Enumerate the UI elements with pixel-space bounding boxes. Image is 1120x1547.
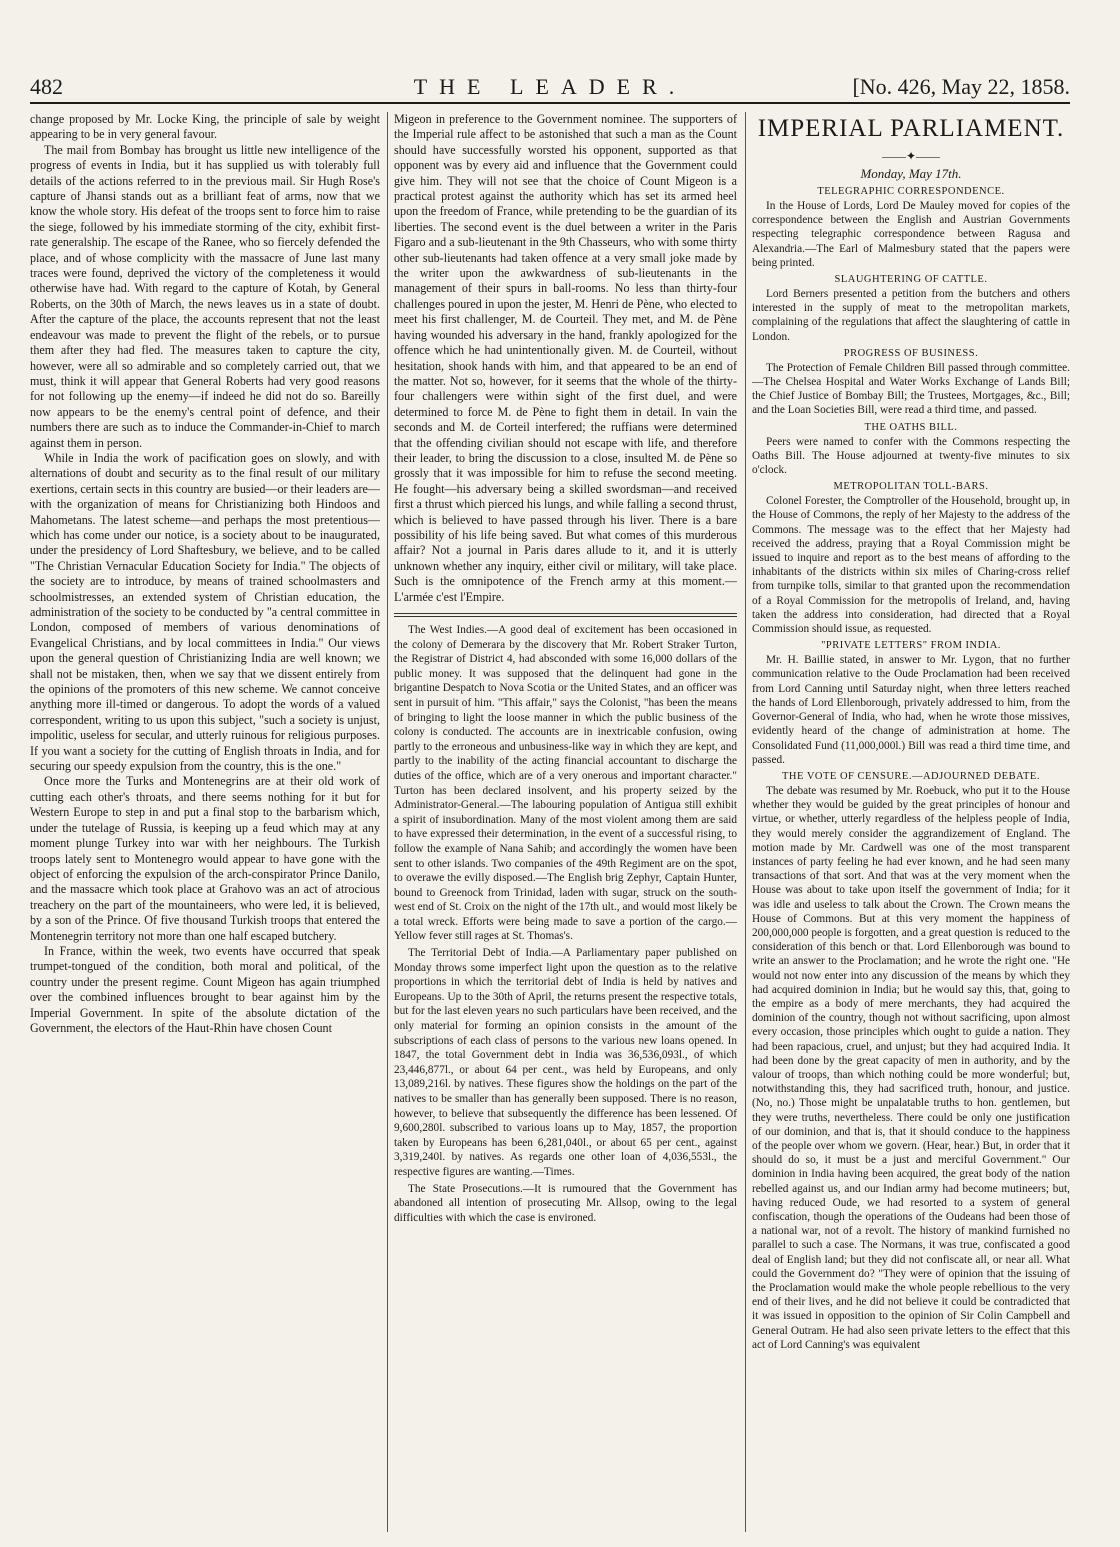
subsection-heading: THE VOTE OF CENSURE.—ADJOURNED DEBATE. — [782, 770, 1040, 782]
subsection-text: Lord Berners presented a petition from the butchers and others interested in the supply of meat to the metropolitan markets, complaining of the regulations that affect the slaughtering of cattle in London. — [752, 288, 1070, 343]
newspaper-title: THE LEADER. — [413, 74, 687, 99]
subsection-text: The debate was resumed by Mr. Roebuck, who put it to the House whether they would be guided by the great principles of honour and virtue, or whether, utterly regardless of the helpless people of India, they would merely consider the aggrandizement of England. The motion made by Mr. Cardwell was one of the most transparent instances of party feeling he had ever known, and he had seen many transactions of that sort. And that was at the very moment when the House was about to take upon itself the government of India; for it was idle and useless to talk about the Crown. The Crown means the House of Commons. But at this very moment the happiness of 200,000,000 people is forgotten, and a great question is reduced to the consideration of this bench or that. Lord Ellenborough was bound to write an answer to the Proclamation; and he wrote the right one. "He would not now enter into any discussion of the means by which they had acquired dominion in India; but he would say this, that, going to the empire as a body of mere merchants, they had acquired the dominion of the country, though not without sacrificing, upon almost every occasion, those principles which ought to guide a nation. They had been rapacious, cruel, and unjust; but they had acquired India. It had been done by the great capacity of men in authority, and by the valour of troops, than which nothing could be more wonderful; but, notwithstanding this, they had sacrificed truth, honour, and justice. (No, no.) Those might be unpalatable truths to hon. gentlemen, but they were truths, nevertheless. There could be only one justification of our dominion, and that is, that it should conduce to the happiness of the people over whom we govern. (Hear, hear.) But, in order that it should do so, it must be a just and merciful Government." Our dominion in India having been acquired, the great body of the nation rebelled against us, and our Indian army had become mutineers; but, having reduced Oude, we had resorted to a system of general confiscation, though the operations of the Oudeans had been those of a national war, not of a revolt. The history of mankind furnished no parallel to such a case. The Normans, it was true, confiscated a good deal of English land; but they did not confiscate all, or near all. What could the Government do? "They were of opinion that the issuing of the Proclamation would make the whole people rebellious to the very end of their lives, and he did not believe it could be contradicted that it was issued in opposition to the opinion of Sir Colin Campbell and General Outram. He had also seen private letters to the effect that this act of Lord Canning's was equivalent — [752, 784, 1070, 1351]
issue-date: [No. 426, May 22, 1858. — [852, 74, 1070, 99]
news-note: The West Indies.—A good deal of excitement has been occasioned in the colony of Demerara by the discovery that Mr. Robert Straker Turton, the Registrar of District 4, had absconded with some 16,000 dollars of the public money. It was supposed that the delinquent had gone in the brigantine Despatch to Nova Scotia or the United States, and an officer was sent in pursuit of him. "This affair," says the Colonist, "has been the means of bringing to light the loose manner in which the public business of the colony is conducted. The accounts are in inextricable confusion, owing partly to the erroneous and unbusiness-like way in which they are kept, and partly to the inability of the acting financial accountant to discharge the duties of the office, which are of a very onerous and important character." Turton has been declared insolvent, and his property seized by the Administrator-General.—The labouring population of Antigua still exhibit a spirit of insubordination. Many of the most violent among them are said to have expressed their determination, in the event of a successful rising, to follow the example of Nana Sahib; and accordingly the women have been sent to other islands. Two companies of the 49th Regiment are on the spot, to overawe the evilly disposed.—The English brig Zephyr, Captain Hunter, bound to Greenock from Trinidad, laden with sugar, struck on the south-west end of St. Croix on the night of the 17th ult., and would most likely be a total wreck. Efforts were being made to save a portion of the cargo.—Yellow fever still rages at St. Thomas's. — [394, 624, 737, 943]
subsection-heading: PROGRESS OF BUSINESS. — [843, 347, 979, 359]
column-2 — [394, 112, 737, 1532]
article-paragraph: change proposed by Mr. Locke King, the principle of sale by weight appearing to be in very general favour. — [30, 112, 380, 142]
subsection-text: In the House of Lords, Lord De Mauley moved for copies of the correspondence between the English and Austrian Governments respecting telegraphic correspondence between Ragusa and Alexandria.—The Earl of Malmesbury stated that the papers were being printed. — [752, 200, 1070, 269]
subsection-text: The Protection of Female Children Bill passed through committee.—The Chelsea Hospital and Water Works Exchange of Lands Bill; the Chief Justice of Bombay Bill; the Trustees, Mortgages, &c., Bill; and the Loan Societies Bill, were read a third time, and passed. — [752, 361, 1070, 417]
page-number: 482 — [30, 74, 63, 99]
subsection-heading: THE OATHS BILL. — [864, 421, 958, 433]
subsection-text: Mr. H. Baillie stated, in answer to Mr. Lygon, that no further communication relative to the Oude Proclamation had been received from Lord Canning until Saturday night, when three letters reached the hands of Lord Ellenborough, privately addressed to him, from the Governor-General of India, who had, when he wrote those missives, evidently heard of the change of administration at home. The Consolidated Fund (11,000,000l.) Bill was read a third time time, and passed. — [752, 654, 1070, 766]
subsection-heading: TELEGRAPHIC CORRESPONDENCE. — [817, 186, 1005, 197]
subsection-text: Peers were named to confer with the Commons respecting the Oaths Bill. The House adjourned at twenty-five minutes to six o'clock. — [752, 435, 1070, 477]
news-note: The Territorial Debt of India.—A Parliamentary paper published on Monday throws some imperfect light upon the question as to the relative proportions in which the territorial debt of India is held by natives and Europeans. Up to the 30th of April, the returns present the respective totals, but for the last eleven years no such particulars have been received, and the only material for forming an opinion consists in the amount of the subscriptions of each class of persons to the various new loans opened. In 1847, the total Government debt in India was 36,536,093l., of which 23,446,877l., or about 64 per cent., was held by Europeans, and only 13,089,216l. by natives. These figures show the holdings on the part of the natives to be smaller than has generally been supposed. There is no reason, however, to believe that subsequently the difference has been lessened. Of 9,600,280l. subscribed to various loans up to May, 1857, the proportion taken by Europeans has been 6,281,040l., or about 65 per cent., against 3,319,240l. by natives. As regards one other loan of 4,036,553l., the respective figures are wanting.—Times. — [394, 947, 737, 1178]
column-3 — [752, 112, 1070, 1532]
section-title: IMPERIAL PARLIAMENT. — [757, 115, 1065, 142]
news-notes — [394, 623, 737, 1225]
session-date: Monday, May 17th. — [860, 166, 962, 181]
article-paragraph: In France, within the week, two events have occurred that speak trumpet-tongued of the condition, both moral and political, of the country under the present regime. Count Migeon has again triumphed over the combined influences brought to bear against him by the Imperial Government. In spite of the absolute dictation of the Government, the electors of the Haut-Rhin have chosen Count — [30, 943, 380, 1035]
ornament-divider: ――✦―― — [881, 149, 941, 163]
article-paragraph: Once more the Turks and Montenegrins are at their old work of cutting each other's throats, and there seems nothing for it but for Western Europe to step in and put a final stop to the barbarism which, under the tutelage of Russia, is keeping up a feud which may at any moment plunge Turkey into war with her neighbours. The Turkish troops lately sent to Montenegro would appear to have gone with the object of enforcing the expulsion of the arch-conspirator Prince Danilo, and the massacre which took place at Grahovo was an act of atrocious treachery on the part of the mountaineers, who were led, it is believed, by a son of the Prince. Of five thousand Turkish troops that entered the Montenegrin territory not more than one half escaped butchery. — [30, 774, 380, 943]
subsection-text: Colonel Forester, the Comptroller of the Household, brought up, in the House of Commons, the reply of her Majesty to the address of the Commons. The message was to the effect that her Majesty had received the address, praying that a Royal Commission might be issued to inquire and report as to the best means of affording to the inhabitants of the districts within six miles of Charing-cross relief from turnpike tolls, similar to that granted upon the recommendation of a Royal Commission for the metropolis of Ireland, and, having taken the address into consideration, had directed that a Royal Commission should issue, as requested. — [752, 495, 1070, 636]
article-paragraph: Migeon in preference to the Government nominee. The supporters of the Imperial rule affect to be astonished that such a man as the Count should have successfully worsted his opponent, supported as that opponent was by every aid and influence that the Government could give him. They will not see that the choice of Count Migeon is a practical protest against the authority which has set its armed heel upon the freedom of France, while pretending to be the guardian of its liberties. The second event is the duel between a writer in the Paris Figaro and a sub-lieutenant in the 9th Chasseurs, who with some thirty other sub-lieutenants had taken offence at a very small joke made by the writer upon the awkwardness of sub-lieutenants in the management of their spurs in ball-rooms. No less than thirty-four challenges poured in upon the jester, M. Henri de Pène, who elected to meet his first challenger, M. de Courteil. They met, and M. de Pène having wounded his adversary in the hand, frankly apologized for the offence which he had unintentionally given. M. de Courteil, without hesitation, shook hands with him, and that appeared to be an end of the matter. Not so, however, for it seems that the whole of the thirty-four challengers were within sight of the first duel, and were determined to force M. de Pène to fight them in detail. In vain the seconds and M. de Corteil interfered; the ruffians were determined that the offending civilian should not escape with life, and therefore their leader, to bring the discussion to a close, insulted M. de Pène so grossly that it was impossible for him to refuse the second meeting. He fought—his adversary being a skilled swordsman—and received first a thrust which pierced his lungs, and while falling a second thrust, which is believed to have passed through his liver. There is a bare possibility of his life being saved. But what comes of this murderous affair? Not a journal in Paris dares allude to it, and it is utterly unknown whether any inquiry, either civil or military, will take place. Such is the omnipotence of the French army at this moment.— L'armée c'est l'Empire. — [394, 112, 737, 604]
subsection-heading: SLAUGHTERING OF CATTLE. — [834, 274, 988, 286]
subsection-heading: "PRIVATE LETTERS" FROM INDIA. — [821, 640, 1001, 652]
section-divider — [394, 613, 737, 617]
column-divider — [387, 112, 388, 1532]
column-1 — [30, 112, 380, 1532]
article-paragraph: While in India the work of pacification goes on slowly, and with alternations of doubt and security as to the final result of our military exertions, certain sects in this country are busied—or their leaders are—with the organization of means for Christianizing both Hindoos and Mahometans. The latest scheme—and perhaps the most pretentious—which has come under our notice, is a society about to be inaugurated, under the presidency of Lord Shaftesbury, we believe, and to be called "The Christian Vernacular Education Society for India." The objects of the society are to introduce, by means of trained schoolmasters and schoolmistresses, an extended system of Christian education, the administration of the society to be conducted by "a central committee in London, composed of members of various denominations of Evangelical Christians, and by local committees in India." Our views upon the general question of Christianizing India are well known; we shall not be mistaken, then, when we say that we dissent entirely from the opinions of the promoters of this new scheme. We cannot conceive anything more ill-timed or dangerous. To adopt the words of a valued correspondent, writing to us upon this subject, "such a society is unjust, impolitic, useless for secular, and utterly ruinous for religious purposes. If you want a society for the cutting of English throats in India, and for securing our speedy expulsion from the country, this is the one." — [30, 450, 380, 774]
article-paragraph: The mail from Bombay has brought us little new intelligence of the progress of events in India, but it has supplied us with tolerably full details of the actions referred to in the previous mail. Sir Hugh Rose's capture of Jhansi stands out as a brilliant feat of arms, now that we know the whole story. His defeat of the troops sent to force him to raise the siege, followed by his immediate storming of the city, exhibit first-rate generalship. The escape of the Ranee, who so fiercely defended the place, and of whose complicity with the massacre of June last many traces were found, deprived the victory of the completeness it would otherwise have had. With regard to the capture of Kotah, by General Roberts, on the 30th of March, the news leaves us in a state of doubt. After the capture of the place, the accounts represent that not the least endeavour was made to prevent the flight of the rebels, or to pursue them after they had fled. The measures taken to capture the city, however, were all so admirable and so completely carried out, that we must, think it will appear that General Roberts had very good reasons for not following up the enemy—if indeed he did not do so. Bareilly now appears to be the enemy's central point of defence, and their numbers there are such as to induce the Commander-in-Chief to march against them in person. — [30, 142, 380, 450]
masthead — [30, 74, 1070, 104]
column-divider — [745, 112, 746, 1532]
news-note: The State Prosecutions.—It is rumoured that the Government has abandoned all intention of prosecuting Mr. Allsop, owing to the legal difficulties with which the case is environed. — [394, 1182, 737, 1224]
subsection-heading: METROPOLITAN TOLL-BARS. — [833, 481, 989, 493]
